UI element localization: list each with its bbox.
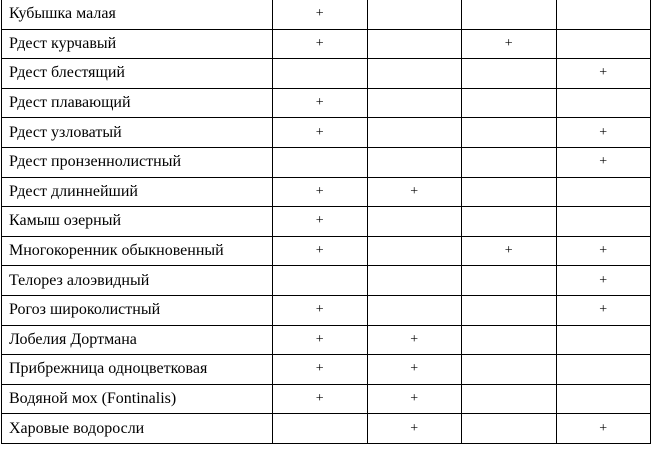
table-row [2, 147, 651, 177]
mark-cell-col-2 [367, 236, 462, 266]
mark-cell-col-2 [367, 207, 462, 237]
mark-cell-col-3 [462, 295, 557, 325]
table-row [2, 295, 651, 325]
table-row [2, 384, 651, 414]
mark-cell-col-2 [367, 59, 462, 89]
mark-cell-col-4: + [556, 236, 651, 266]
mark-cell-col-3 [462, 59, 557, 89]
table-row [2, 29, 651, 59]
mark-cell-col-2: + [367, 384, 462, 414]
mark-cell-col-1: + [273, 325, 368, 355]
species-name-cell: Прибрежница одноцветковая [2, 355, 273, 385]
mark-cell-col-3: + [462, 29, 557, 59]
table-row [2, 0, 651, 29]
mark-cell-col-2 [367, 266, 462, 296]
mark-cell-col-1: + [273, 355, 368, 385]
species-name-cell: Рдест блестящий [2, 59, 273, 89]
mark-cell-col-3 [462, 384, 557, 414]
mark-cell-col-3 [462, 177, 557, 207]
mark-cell-col-4 [556, 29, 651, 59]
mark-cell-col-2 [367, 295, 462, 325]
mark-cell-col-4: + [556, 147, 651, 177]
mark-cell-col-4: + [556, 295, 651, 325]
table-row [2, 59, 651, 89]
mark-cell-col-2: + [367, 325, 462, 355]
species-name-cell: Рогоз широколистный [2, 295, 273, 325]
mark-cell-col-2 [367, 88, 462, 118]
mark-cell-col-1 [273, 147, 368, 177]
mark-cell-col-1 [273, 266, 368, 296]
table-row [2, 266, 651, 296]
mark-cell-col-3 [462, 207, 557, 237]
mark-cell-col-3 [462, 325, 557, 355]
mark-cell-col-4: + [556, 266, 651, 296]
mark-cell-col-3 [462, 88, 557, 118]
mark-cell-col-4 [556, 384, 651, 414]
species-name-cell: Камыш озерный [2, 207, 273, 237]
species-name-cell: Рдест плавающий [2, 88, 273, 118]
mark-cell-col-4: + [556, 59, 651, 89]
mark-cell-col-4: + [556, 118, 651, 148]
mark-cell-col-1: + [273, 295, 368, 325]
mark-cell-col-2: + [367, 355, 462, 385]
mark-cell-col-1: + [273, 118, 368, 148]
mark-cell-col-2: + [367, 414, 462, 444]
mark-cell-col-1: + [273, 207, 368, 237]
mark-cell-col-4 [556, 325, 651, 355]
mark-cell-col-1: + [273, 0, 368, 29]
mark-cell-col-4 [556, 0, 651, 29]
mark-cell-col-2 [367, 0, 462, 29]
mark-cell-col-4 [556, 88, 651, 118]
mark-cell-col-1 [273, 414, 368, 444]
mark-cell-col-1: + [273, 88, 368, 118]
species-name-cell: Рдест пронзеннолистный [2, 147, 273, 177]
mark-cell-col-3 [462, 0, 557, 29]
mark-cell-col-4 [556, 355, 651, 385]
mark-cell-col-3 [462, 414, 557, 444]
table-row [2, 355, 651, 385]
mark-cell-col-2 [367, 147, 462, 177]
mark-cell-col-1: + [273, 236, 368, 266]
species-name-cell: Харовые водоросли [2, 414, 273, 444]
species-table [1, 0, 651, 444]
mark-cell-col-1 [273, 59, 368, 89]
species-name-cell: Рдест узловатый [2, 118, 273, 148]
mark-cell-col-3: + [462, 236, 557, 266]
species-name-cell: Кубышка малая [2, 0, 273, 29]
mark-cell-col-4: + [556, 414, 651, 444]
species-name-cell: Рдест курчавый [2, 29, 273, 59]
species-name-cell: Рдест длиннейший [2, 177, 273, 207]
mark-cell-col-4 [556, 207, 651, 237]
mark-cell-col-2 [367, 118, 462, 148]
species-name-cell: Лобелия Дортмана [2, 325, 273, 355]
table-row [2, 325, 651, 355]
mark-cell-col-3 [462, 118, 557, 148]
mark-cell-col-1: + [273, 177, 368, 207]
mark-cell-col-2: + [367, 177, 462, 207]
table-body [2, 0, 651, 443]
mark-cell-col-4 [556, 177, 651, 207]
table-row [2, 118, 651, 148]
table-row [2, 414, 651, 444]
table-row [2, 177, 651, 207]
species-name-cell: Многокоренник обыкновенный [2, 236, 273, 266]
mark-cell-col-1: + [273, 384, 368, 414]
species-name-cell: Телорез алоэвидный [2, 266, 273, 296]
mark-cell-col-1: + [273, 29, 368, 59]
mark-cell-col-3 [462, 147, 557, 177]
mark-cell-col-3 [462, 266, 557, 296]
mark-cell-col-2 [367, 29, 462, 59]
table-row [2, 236, 651, 266]
mark-cell-col-3 [462, 355, 557, 385]
table-row [2, 207, 651, 237]
species-name-cell: Водяной мох (Fontinalis) [2, 384, 273, 414]
table-row [2, 88, 651, 118]
